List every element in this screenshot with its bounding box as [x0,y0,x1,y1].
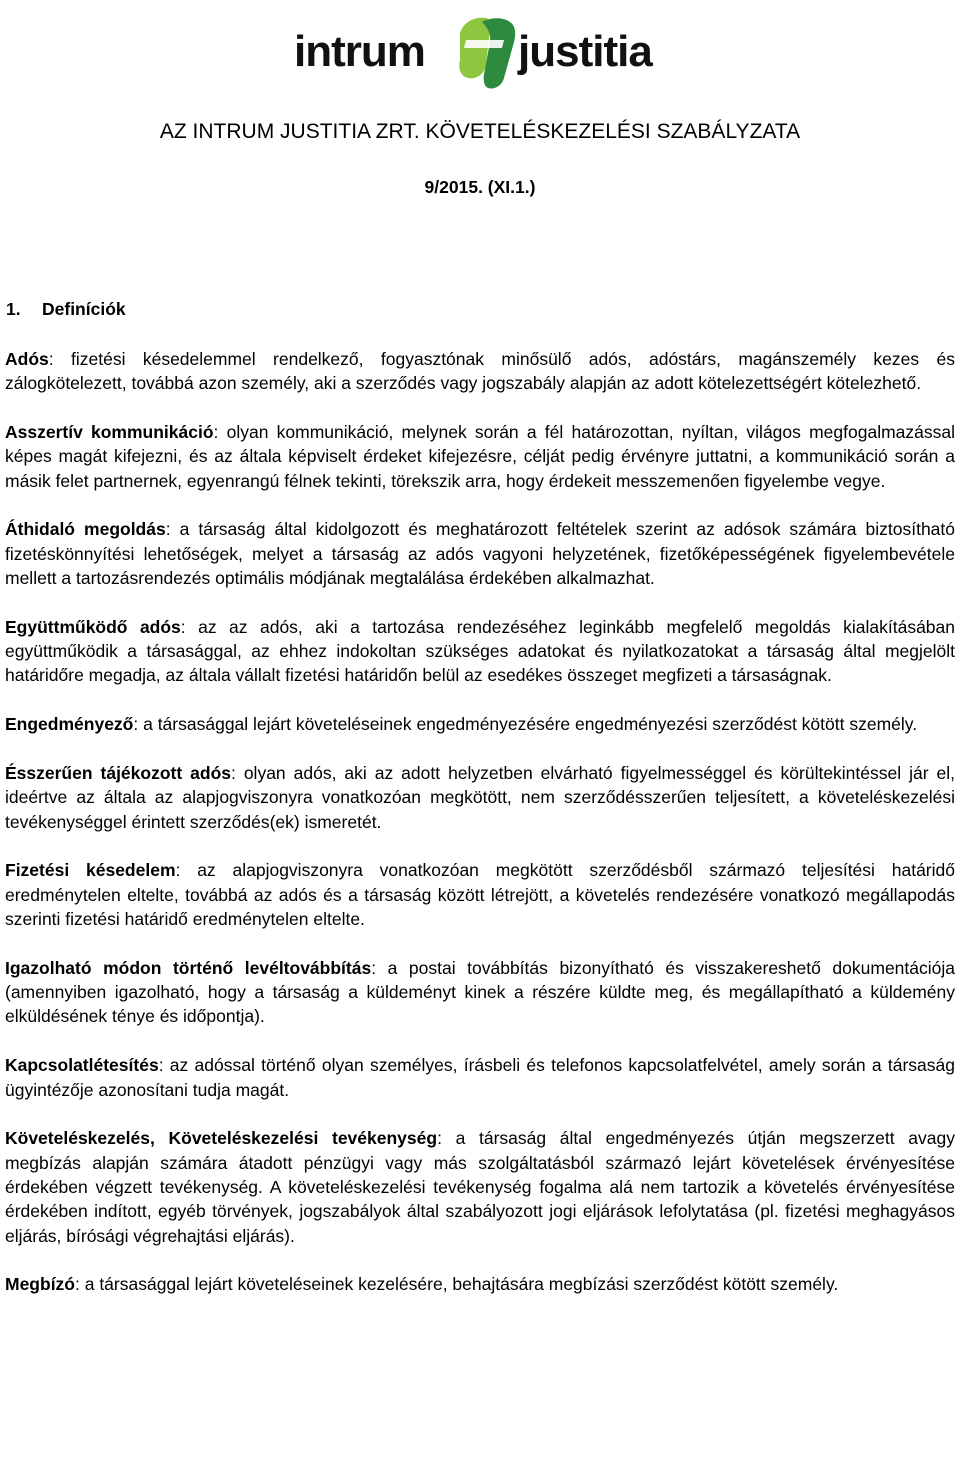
definition-text: : az adóssal történő olyan személyes, írásbeli és telefonos kapcsolatfelvétel, amely során a társaság ügyintézője azonosítani tudja magát. [5,1055,955,1100]
section-heading [6,297,126,321]
definition-item [5,1053,955,1102]
logo-graphic [290,4,670,94]
definition-item [5,517,955,590]
definition-term: Adós [5,349,49,369]
definition-text: : a postai továbbítás bizonyítható és visszakereshető dokumentációja (amennyiben igazolható, hogy a társaság a küldeményt kinek a részére küldte meg, és megállapítható a küldemény elküldésének ténye és időpontja). [5,957,955,1027]
definition-item [5,761,955,834]
definition-item [5,615,955,688]
logo-text-left: intrum [294,27,425,76]
definition-item [5,956,955,1029]
definition-item [5,712,955,736]
definition-item [5,1126,955,1247]
definition-text: : az alapjogviszonyra vonatkozóan megkötött szerződésből származó teljesítési határidő eredménytelen eltelte, továbbá az adós és a társaság között létrejött, a követelés rendezésére vonatkozó megállapodás szerinti fizetési határidő eredménytelen eltelte. [5,860,955,930]
definition-item [5,420,955,493]
definition-text: : a társasággal lejárt követeléseinek engedményezésére engedményezési szerződést kötött személy. [133,714,918,735]
definition-text: : fizetési késedelemmel rendelkező, fogyasztónak minősülő adós, adóstárs, magánszemély kezes és zálogkötelezett, továbbá azon személy, aki a szerződés vagy jogszabály alapján az adott kötelezettségért kötelezhető. [5,349,955,394]
definition-text: : az az adós, aki a tartozása rendezéséhez leginkább megfelelő megoldás kialakításában együttműködik a társasággal, az ehhez indokoltan szükséges adatokat és nyilatkozatokat a társaság által megjelölt határidőre megadja, az általa vállalt fizetési határidőn belül az esedékes összeget megfizeti a társaságnak. [5,616,956,686]
definition-text: : a társaság által engedményezés útján megszerzett avagy megbízás alapján számára átadott pénzügyi vagy más szolgáltatásból származó lejárt követelések érvényesítése érdekében végzett tevékenység. A követeléskezelési tevékenység fogalma alá nem tartozik a követelés érvényesítése érdekében indított, egyéb törvények, jogszabályok által szabályozott jogi eljárások lefolytatása (pl. fizetési meghagyásos eljárás, bírósági végrehajtási eljárás). [5,1128,955,1246]
section-number: 1. [6,299,21,319]
definition-text: : a társasággal lejárt követeléseinek kezelésére, behajtására megbízási szerződést kötött személy. [75,1274,839,1295]
document-subtitle: 9/2015. (XI.1.) [424,177,536,197]
definition-text: : a társaság által kidolgozott és meghatározott feltételek szerint az adósok számára biztosítható fizetéskönnyítési lehetőségek, melyet a társaság az adós vagyoni helyzetének, fizetőképességének figyelembevétele mellett a tartozásrendezés optimális módjának megtalálása érdekében alkalmazhat. [5,519,956,589]
definition-text: : olyan adós, aki az adott helyzetben elvárható figyelmességgel és körültekintéssel jár el, ideértve az általa az alapjogviszonyra vonatkozóan megkötött, nem szerződésszerűen teljesített, a követeléskezelési tevékenységgel érintett szerződés(ek) ismeretét. [5,763,955,832]
definition-term: Együttműködő adós [5,616,181,637]
definition-text: : olyan kommunikáció, melynek során a fél határozottan, nyíltan, világos megfogalmazással képes magát kifejezni, és az általa képviselt érdeket kifejezésre, célját pedig érvényre juttatni, a kommunikáció során a másik felet partnernek, egyenrangú félnek tekinti, törekszik arra, hogy érdekeit messzemenően figyelembe vegye. [5,422,955,491]
definition-term: Igazolható módon történő levéltovábbítás [5,957,372,978]
definition-item [5,858,955,931]
definition-term: Fizetési késedelem [5,860,176,881]
logo-text-right: justitia [518,27,652,76]
definition-term: Ésszerűen tájékozott adós [5,763,231,784]
logo-emblem-icon [459,18,515,89]
intrum-justitia-logo [290,4,670,94]
definition-term: Megbízó [5,1274,75,1295]
section-title: Definíciók [42,299,126,319]
definition-term: Kapcsolatlétesítés [5,1055,159,1076]
definition-item [5,347,955,396]
definitions-list [5,347,955,1321]
definition-item [5,1272,955,1296]
definition-term: Engedményező [5,714,134,735]
document-title: AZ INTRUM JUSTITIA ZRT. KÖVETELÉSKEZELÉSI SZABÁLYZATA [159,120,801,143]
definition-term: Áthidaló megoldás [5,519,166,540]
definition-term: Asszertív kommunikáció [5,422,214,443]
definition-term: Követeléskezelés, Követeléskezelési tevékenység [5,1128,438,1149]
